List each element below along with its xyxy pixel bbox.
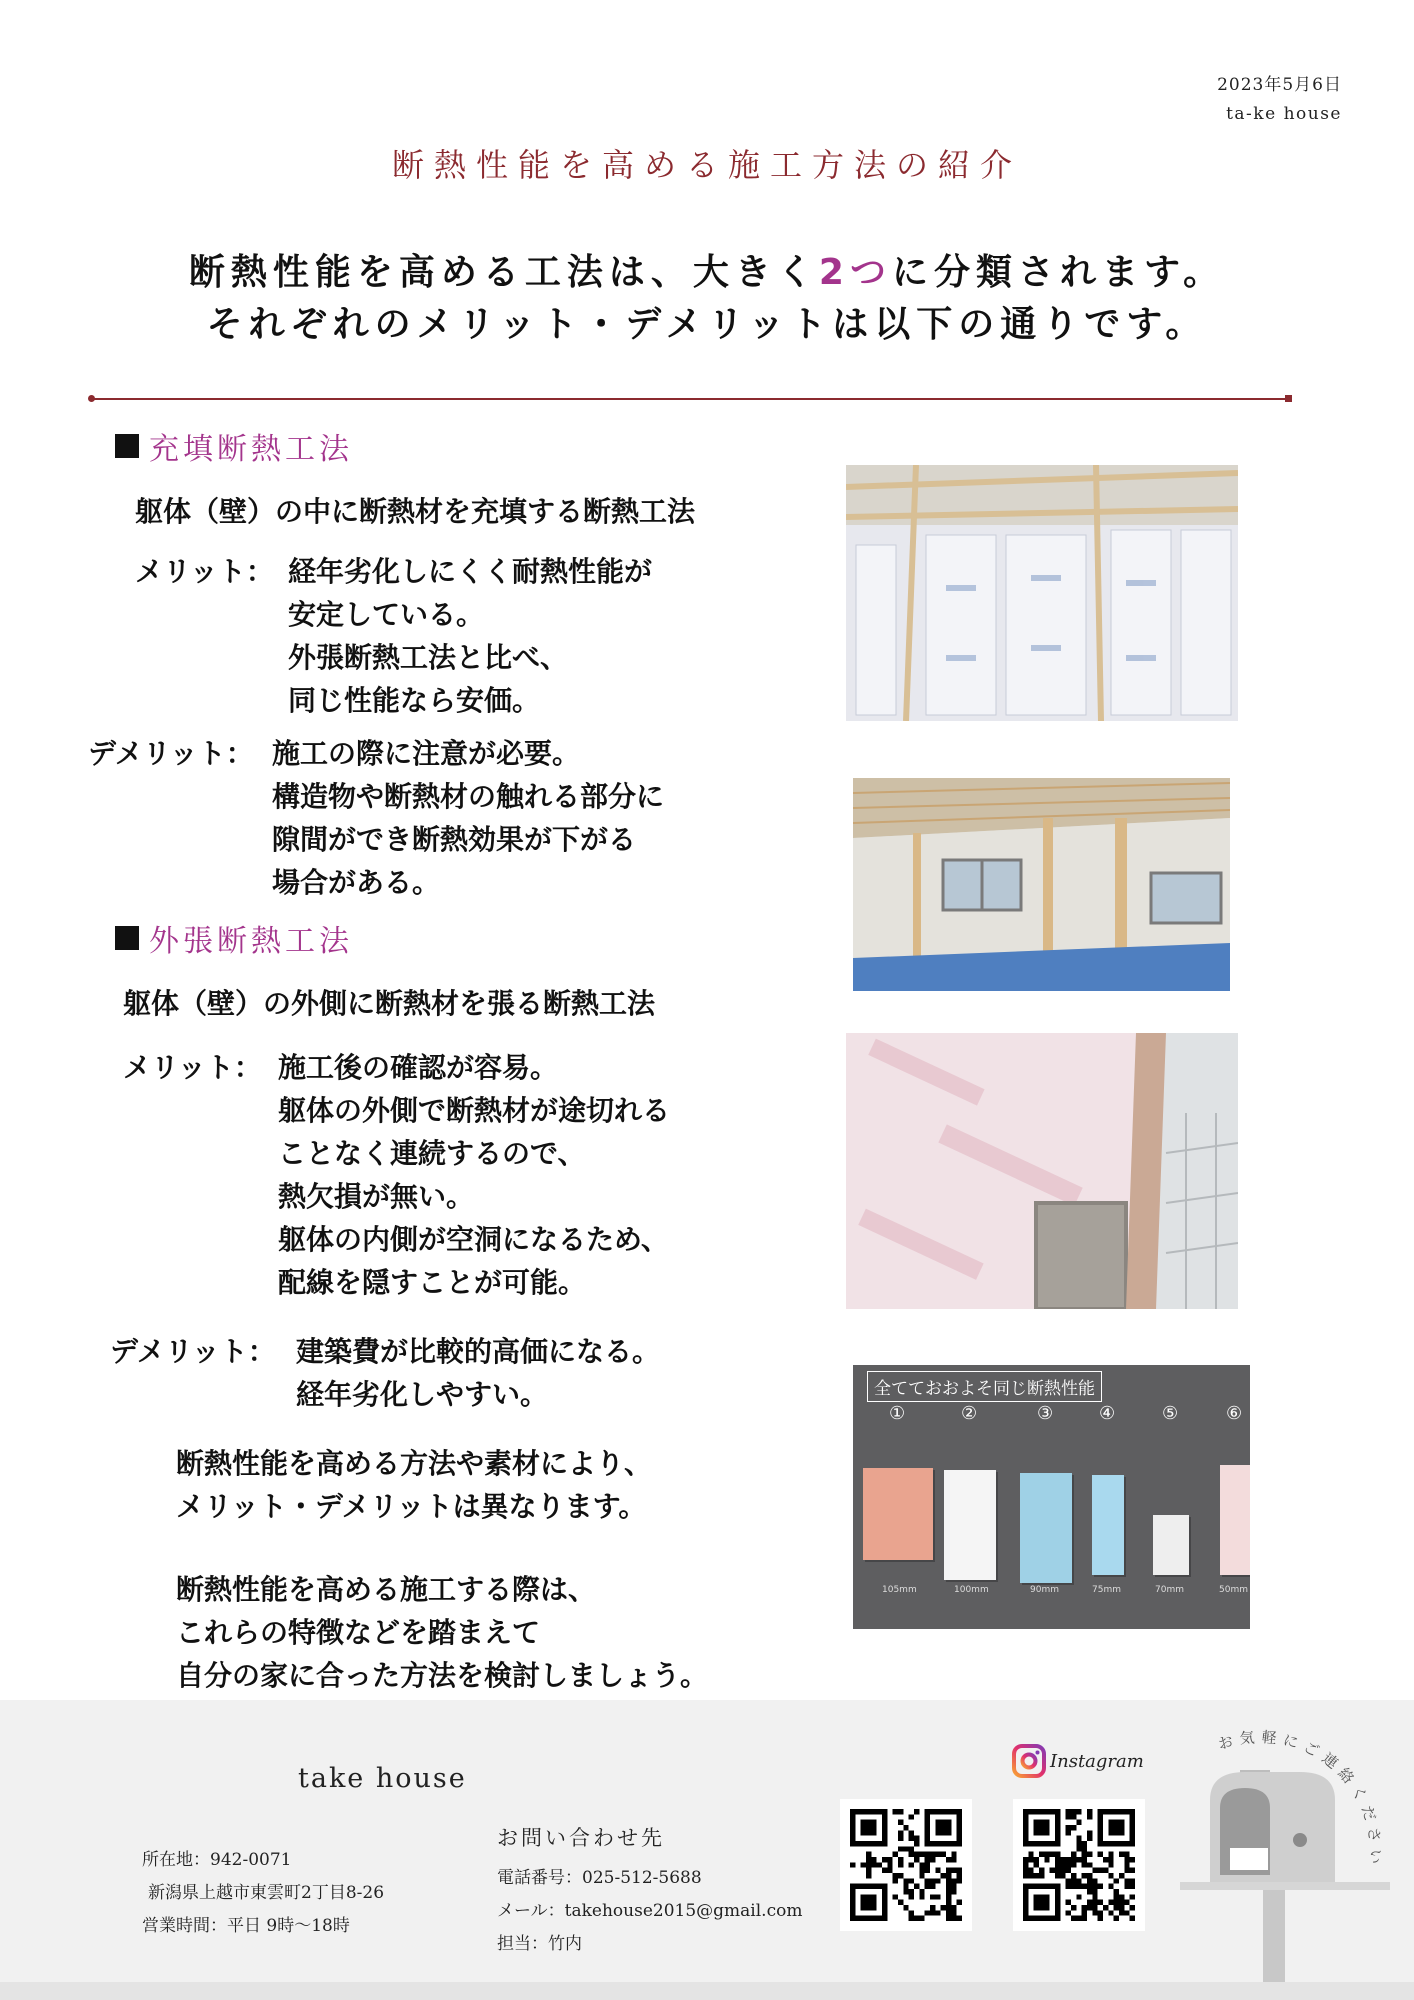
material-size-label: 90mm [1030,1585,1059,1595]
section2-demerit-label: デメリット： [110,1335,276,1368]
contact-person: 担当：竹内 [497,1934,582,1954]
photo-fill-insulation [846,465,1238,721]
material-number: ⑥ [1226,1403,1243,1424]
headline-accent: 2つ [818,252,892,293]
headline-line-2: それぞれのメリット・デメリットは以下の通りです。 [206,304,1208,345]
contact-email[interactable]: メール：takehouse2015@gmail.com [497,1901,803,1921]
page-title: 断熱性能を高める施工方法の紹介 [391,146,1022,184]
material-block [944,1470,996,1580]
svg-text:お気軽にご連絡ください！: お気軽にご連絡ください [1215,1727,1385,1871]
brand-name: ta-ke house [1226,104,1342,124]
instagram-link[interactable]: Instagram [1012,1744,1144,1778]
mailbox-illustration [1160,1700,1414,1982]
material-number: ② [961,1403,978,1424]
footer-address: 所在地：942-0071 新潟県上越市東雲町2丁目8-26 営業時間：平日 9時～18時 [142,1850,385,1936]
date: 2023年5月6日 [1217,75,1342,95]
closing-text-1: 断熱性能を高める方法や素材により、 メリット・デメリットは異なります。 [176,1447,653,1523]
material-block [1020,1473,1072,1583]
section-title-exterior: 外張断熱工法 [115,916,353,960]
material-number: ① [889,1403,906,1424]
section1-demerit-text: 施工の際に注意が必要。 構造物や断熱材の触れる部分に 隙間ができ断熱効果が下がる 場合がある。 [272,737,665,899]
material-block [1220,1465,1250,1575]
material-number: ⑤ [1162,1403,1179,1424]
material-block [1153,1515,1189,1575]
square-bullet-icon [115,434,139,458]
contact-details [497,1862,802,1961]
contact-title: お問い合わせ先 [497,1826,665,1850]
material-number: ④ [1099,1403,1116,1424]
footer-company-name: take house [298,1763,467,1794]
material-size-label: 105mm [882,1585,917,1595]
section2-description: 躯体（壁）の外側に断熱材を張る断熱工法 [123,987,656,1020]
photo-exterior-insulation [846,1033,1238,1309]
section-title-fill: 充填断熱工法 [115,424,353,468]
material-block [863,1468,933,1560]
qr-code-instagram[interactable] [1013,1799,1145,1931]
instagram-icon [1012,1744,1046,1778]
divider [90,398,1290,400]
material-block [1092,1475,1124,1575]
section1-description: 躯体（壁）の中に断熱材を充填する断熱工法 [135,495,696,528]
materials-banner: 全てておおよそ同じ断熱性能 [867,1371,1102,1402]
section2-merit-text: 施工後の確認が容易。 躯体の外側で断熱材が途切れる ことなく連続するので、 熱欠損が無い。 躯体の内側が空洞になるため、 配線を隠すことが可能。 [278,1051,671,1299]
mailbox-icon [1160,1700,1414,1982]
section1-merit-label: メリット： [135,555,274,588]
materials-sizes [853,1585,1250,1601]
material-size-label: 75mm [1092,1585,1121,1595]
footer-bottom-bar [0,1982,1414,2000]
square-bullet-icon [115,926,139,950]
section2-merit-label: メリット： [123,1051,262,1084]
headline-line-1: 断熱性能を高める工法は、大きく2つに分類されます。 [188,252,1226,293]
photo-materials-comparison [853,1365,1250,1629]
closing-text-2: 断熱性能を高める施工する際は、 これらの特徴などを踏まえて 自分の家に合った方法を検討しましょう。 [176,1573,709,1692]
contact-phone: 電話番号：025-512-5688 [497,1868,702,1888]
material-size-label: 50mm [1219,1585,1248,1595]
photo-room-interior [853,778,1230,991]
section1-merit-text: 経年劣化しにくく耐熱性能が 安定している。 外張断熱工法と比べ、 同じ性能なら安価。 [288,555,653,717]
material-size-label: 70mm [1155,1585,1184,1595]
qr-code-contact[interactable] [840,1799,972,1931]
material-size-label: 100mm [954,1585,989,1595]
section2-demerit-text: 建築費が比較的高価になる。 経年劣化しやすい。 [296,1335,661,1411]
section1-demerit-label: デメリット： [88,737,254,770]
material-number: ③ [1037,1403,1054,1424]
